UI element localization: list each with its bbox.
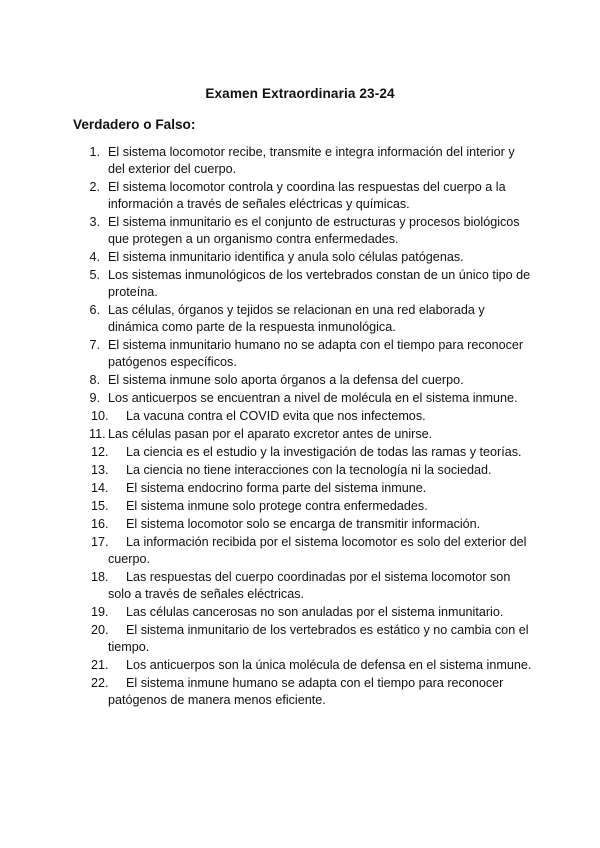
question-text: El sistema inmune humano se adapta con el tiempo para reconocer patógenos de manera menos eficiente. <box>108 676 504 707</box>
list-item <box>0 444 532 461</box>
question-text: Las células, órganos y tejidos se relacionan en una red elaborada y dinámica como parte de la respuesta inmunológica. <box>108 303 485 334</box>
question-number: 2. <box>89 180 100 194</box>
question-text: Los sistemas inmunológicos de los vertebrados constan de un único tipo de proteína. <box>108 268 531 299</box>
question-text: La información recibida por el sistema locomotor es solo del exterior del cuerpo. <box>108 535 527 566</box>
question-number: 22. <box>91 676 109 690</box>
question-text: Las células pasan por el aparato excretor antes de unirse. <box>108 427 433 441</box>
question-number: 20. <box>91 623 109 637</box>
question-number: 8. <box>89 373 100 387</box>
question-text: La ciencia no tiene interacciones con la tecnología ni la sociedad. <box>126 463 492 477</box>
list-item <box>0 498 532 515</box>
question-number: 17. <box>91 535 109 549</box>
list-item <box>0 534 532 568</box>
question-text: Los anticuerpos se encuentran a nivel de molécula en el sistema inmune. <box>108 391 518 405</box>
question-number: 11. <box>89 427 106 441</box>
list-item <box>0 569 532 603</box>
question-text: El sistema inmunitario humano no se adapta con el tiempo para reconocer patógenos específicos. <box>108 338 524 369</box>
list-item <box>0 516 532 533</box>
list-item <box>0 622 532 656</box>
list-item <box>0 179 532 213</box>
list-item <box>0 302 532 336</box>
question-text: El sistema inmune solo protege contra enfermedades. <box>126 499 428 513</box>
question-number: 21. <box>91 658 109 672</box>
page-title: Examen Extraordinaria 23-24 <box>205 86 395 101</box>
question-text: Las células cancerosas no son anuladas por el sistema inmunitario. <box>126 605 504 619</box>
list-item <box>0 214 532 248</box>
question-text: El sistema inmune solo aporta órganos a la defensa del cuerpo. <box>108 373 464 387</box>
list-item <box>0 144 532 178</box>
question-number: 1. <box>89 145 100 159</box>
question-number: 4. <box>89 250 100 264</box>
list-item <box>0 604 532 621</box>
question-text: Las respuestas del cuerpo coordinadas por el sistema locomotor son solo a través de señales eléctricas. <box>108 570 511 601</box>
question-text: El sistema inmunitario identifica y anula solo células patógenas. <box>108 250 464 264</box>
question-text: La vacuna contra el COVID evita que nos infectemos. <box>126 409 426 423</box>
question-number: 10. <box>91 409 109 423</box>
question-text: El sistema inmunitario de los vertebrados es estático y no cambia con el tiempo. <box>108 623 529 654</box>
list-item <box>0 408 532 425</box>
question-list <box>0 144 600 710</box>
question-text: El sistema locomotor solo se encarga de transmitir información. <box>126 517 481 531</box>
question-text: El sistema locomotor recibe, transmite e integra información del interior y del exterior del cuerpo. <box>108 145 515 176</box>
list-item <box>0 675 532 709</box>
list-item <box>0 657 532 674</box>
list-item <box>0 390 532 407</box>
list-item <box>0 426 532 443</box>
question-text: El sistema endocrino forma parte del sistema inmune. <box>126 481 427 495</box>
question-number: 3. <box>89 215 100 229</box>
list-item <box>0 267 532 301</box>
question-number: 16. <box>91 517 109 531</box>
list-item <box>0 462 532 479</box>
list-item <box>0 372 532 389</box>
question-number: 12. <box>91 445 109 459</box>
question-number: 5. <box>89 268 100 282</box>
question-number: 18. <box>91 570 109 584</box>
question-number: 19. <box>91 605 109 619</box>
question-number: 9. <box>89 391 100 405</box>
question-text: La ciencia es el estudio y la investigación de todas las ramas y teorías. <box>126 445 522 459</box>
question-number: 7. <box>89 338 100 352</box>
list-item <box>0 337 532 371</box>
question-number: 13. <box>91 463 109 477</box>
question-text: Los anticuerpos son la única molécula de defensa en el sistema inmune. <box>126 658 532 672</box>
question-text: El sistema inmunitario es el conjunto de estructuras y procesos biológicos que protegen a un organismo contra enfermedades. <box>108 215 520 246</box>
question-number: 6. <box>89 303 100 317</box>
question-number: 14. <box>91 481 109 495</box>
list-item <box>0 249 532 266</box>
section-heading: Verdadero o Falso: <box>73 117 196 132</box>
question-text: El sistema locomotor controla y coordina las respuestas del cuerpo a la información a través de señales eléctricas y químicas. <box>108 180 506 211</box>
question-number: 15. <box>91 499 109 513</box>
list-item <box>0 480 532 497</box>
